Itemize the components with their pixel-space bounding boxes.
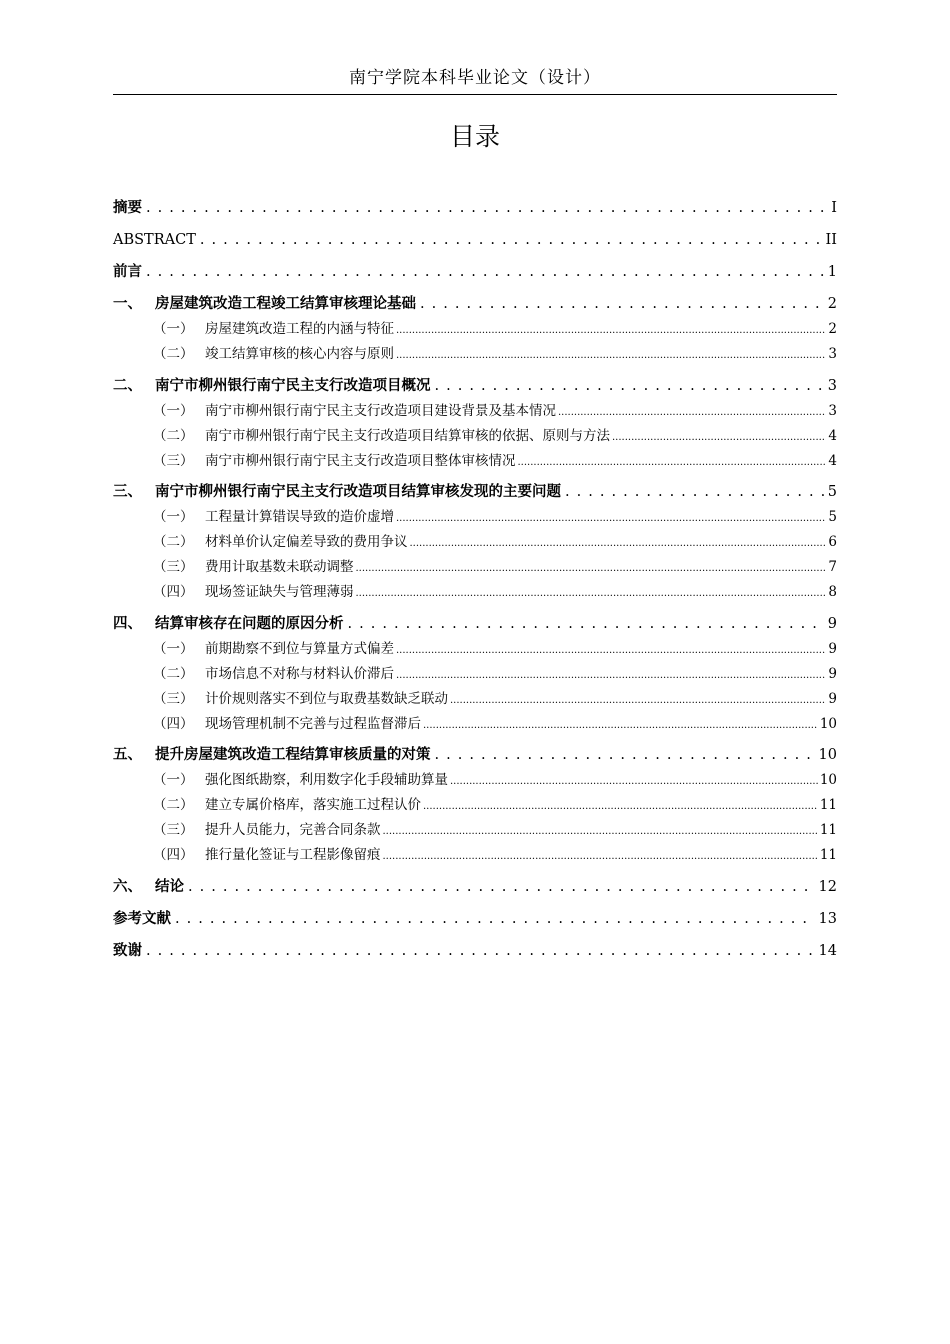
toc-entry-page: 4: [828, 428, 837, 444]
toc-entry-number: 五、: [113, 747, 142, 763]
toc-entry-label: 南宁市柳州银行南宁民主支行改造项目结算审核的依据、原则与方法: [205, 428, 610, 444]
toc-dot-leader: [348, 614, 824, 634]
toc-entry[interactable]: [113, 262, 837, 282]
toc-entry-page: 4: [828, 453, 837, 469]
toc-entry-label: 房屋建筑改造工程的内涵与特征: [205, 321, 394, 337]
toc-entry-number: （四）: [153, 847, 194, 863]
toc-dot-leader: [356, 557, 827, 579]
toc-entry[interactable]: [113, 582, 837, 604]
toc-entry-page: 9: [828, 666, 837, 682]
toc-entry-label: 参考文献: [113, 911, 171, 927]
toc-entry-label: 现场签证缺失与管理薄弱: [205, 584, 354, 600]
toc-entry-label: 南宁市柳州银行南宁民主支行改造项目概况: [155, 378, 431, 394]
toc-entry-number: （四）: [153, 716, 194, 732]
toc-entry-page: 11: [819, 822, 837, 838]
page-header: 南宁学院本科毕业论文（设计）: [349, 68, 601, 88]
toc-dot-leader: [420, 294, 824, 314]
toc-entry[interactable]: [113, 319, 837, 341]
toc-entry[interactable]: [113, 770, 837, 792]
toc-entry[interactable]: [113, 639, 837, 661]
toc-entry[interactable]: [113, 614, 837, 634]
toc-entry-page: 11: [819, 797, 837, 813]
toc-dot-leader: [383, 820, 818, 842]
toc-entry-label: 费用计取基数未联动调整: [205, 559, 354, 575]
toc-entry-page: 9: [828, 641, 837, 657]
toc-dot-leader: [188, 877, 815, 897]
toc-entry-page: 6: [828, 534, 837, 550]
toc-entry-number: （一）: [153, 321, 194, 337]
toc-entry-page: 5: [828, 509, 837, 525]
toc-entry[interactable]: [113, 557, 837, 579]
toc-entry-number: 一、: [113, 296, 142, 312]
toc-entry-page: 9: [827, 616, 837, 632]
toc-dot-leader: [410, 532, 827, 554]
toc-entry-page: 1: [827, 264, 837, 280]
toc-dot-leader: [146, 198, 825, 218]
toc-entry-page: 5: [827, 484, 837, 500]
toc-dot-leader: [356, 582, 827, 604]
toc-entry[interactable]: [113, 344, 837, 366]
toc-entry-number: （三）: [153, 453, 194, 469]
toc-dot-leader: [558, 401, 826, 423]
toc-entry-page: 8: [828, 584, 837, 600]
toc-entry-page: 11: [819, 847, 837, 863]
toc-entry[interactable]: [113, 230, 837, 250]
toc-entry-label: 推行量化签证与工程影像留痕: [205, 847, 381, 863]
toc-entry-page: I: [831, 200, 837, 216]
toc-entry-page: 10: [818, 747, 837, 763]
toc-dot-leader: [423, 714, 818, 736]
toc-entry-label: 建立专属价格库，落实施工过程认价: [205, 797, 421, 813]
toc-entry-label: 结算审核存在问题的原因分析: [155, 616, 344, 632]
toc-dot-leader: [396, 664, 826, 686]
toc-entry-label: 竣工结算审核的核心内容与原则: [205, 346, 394, 362]
toc-dot-leader: [450, 770, 818, 792]
toc-entry-page: 2: [827, 296, 837, 312]
toc-dot-leader: [450, 689, 826, 711]
toc-entry[interactable]: [113, 426, 837, 448]
toc-entry-page: 14: [818, 943, 837, 959]
toc-entry-number: （三）: [153, 822, 194, 838]
toc-entry-label: 摘要: [113, 200, 142, 216]
toc-entry[interactable]: [113, 714, 837, 736]
toc-entry[interactable]: [113, 909, 837, 929]
toc-dot-leader: [396, 507, 826, 529]
toc-entry-number: （一）: [153, 403, 194, 419]
toc-dot-leader: [396, 319, 826, 341]
toc-entry-page: 2: [828, 321, 837, 337]
toc-dot-leader: [435, 376, 824, 396]
toc-entry-label: 南宁市柳州银行南宁民主支行改造项目结算审核发现的主要问题: [155, 484, 561, 500]
toc-entry-number: （二）: [153, 346, 194, 362]
toc-entry-page: 10: [819, 772, 837, 788]
toc-entry-page: 13: [818, 911, 837, 927]
toc-entry-label: 提升人员能力，完善合同条款: [205, 822, 381, 838]
toc-entry[interactable]: [113, 401, 837, 423]
toc-entry-number: （三）: [153, 691, 194, 707]
toc-entry[interactable]: [113, 507, 837, 529]
toc-entry-label: 南宁市柳州银行南宁民主支行改造项目建设背景及基本情况: [205, 403, 556, 419]
toc-entry-label: 强化图纸勘察，利用数字化手段辅助算量: [205, 772, 448, 788]
toc-dot-leader: [396, 639, 826, 661]
toc-entry[interactable]: [113, 451, 837, 473]
toc-entry-page: 9: [828, 691, 837, 707]
toc-entry-label: 前言: [113, 264, 142, 280]
toc-entry[interactable]: [113, 294, 837, 314]
toc-dot-leader: [175, 909, 815, 929]
toc-entry[interactable]: [113, 845, 837, 867]
toc-entry-page: 3: [828, 346, 837, 362]
toc-entry-label: 南宁市柳州银行南宁民主支行改造项目整体审核情况: [205, 453, 516, 469]
toc-entry-page: 7: [828, 559, 837, 575]
toc-entry-label: 房屋建筑改造工程竣工结算审核理论基础: [155, 296, 416, 312]
toc-entry-label: 现场管理机制不完善与过程监督滞后: [205, 716, 421, 732]
toc-entry-number: （二）: [153, 797, 194, 813]
toc-entry-number: 三、: [113, 484, 142, 500]
toc-entry-page: 3: [827, 378, 837, 394]
toc-entry[interactable]: [113, 795, 837, 817]
toc-entry-number: （三）: [153, 559, 194, 575]
toc-entry[interactable]: [113, 664, 837, 686]
toc-dot-leader: [396, 344, 826, 366]
toc-dot-leader: [518, 451, 827, 473]
toc-entry-number: 六、: [113, 879, 142, 895]
toc-dot-leader: [146, 941, 815, 961]
toc-entry[interactable]: [113, 689, 837, 711]
toc-entry[interactable]: [113, 482, 837, 502]
toc-dot-leader: [200, 230, 822, 250]
toc-entry-label: 致谢: [113, 943, 142, 959]
toc-entry-page: II: [825, 232, 837, 248]
toc-entry[interactable]: [113, 532, 837, 554]
toc-entry[interactable]: [113, 941, 837, 961]
toc-entry-page: 3: [828, 403, 837, 419]
toc-title: 目录: [449, 122, 500, 151]
toc-entry-page: 12: [818, 879, 837, 895]
toc-entry-label: ABSTRACT: [113, 232, 196, 248]
toc-dot-leader: [565, 482, 824, 502]
toc-entry-number: （二）: [153, 534, 194, 550]
toc-entry[interactable]: [113, 376, 837, 396]
toc-dot-leader: [435, 745, 815, 765]
toc-entry-label: 市场信息不对称与材料认价滞后: [205, 666, 394, 682]
toc-entry-number: 二、: [113, 378, 142, 394]
toc-entry-number: （四）: [153, 584, 194, 600]
toc-entry[interactable]: [113, 198, 837, 218]
toc-entry[interactable]: [113, 877, 837, 897]
toc-entry-label: 结论: [155, 879, 184, 895]
toc-entry-page: 10: [819, 716, 837, 732]
toc-dot-leader: [146, 262, 824, 282]
toc-dot-leader: [383, 845, 818, 867]
toc-dot-leader: [423, 795, 818, 817]
toc-entry[interactable]: [113, 745, 837, 765]
toc-entry-number: 四、: [113, 616, 142, 632]
toc-entry-label: 材料单价认定偏差导致的费用争议: [205, 534, 408, 550]
toc-entry[interactable]: [113, 820, 837, 842]
toc-entry-label: 前期勘察不到位与算量方式偏差: [205, 641, 394, 657]
toc-entry-number: （一）: [153, 772, 194, 788]
toc-entry-number: （二）: [153, 428, 194, 444]
toc-entry-number: （一）: [153, 641, 194, 657]
toc-entry-number: （二）: [153, 666, 194, 682]
toc-entry-label: 计价规则落实不到位与取费基数缺乏联动: [205, 691, 448, 707]
toc-entry-label: 工程量计算错误导致的造价虚增: [205, 509, 394, 525]
toc-dot-leader: [612, 426, 826, 448]
header-rule: [113, 94, 837, 95]
toc-entry-number: （一）: [153, 509, 194, 525]
toc-entry-label: 提升房屋建筑改造工程结算审核质量的对策: [155, 747, 431, 763]
